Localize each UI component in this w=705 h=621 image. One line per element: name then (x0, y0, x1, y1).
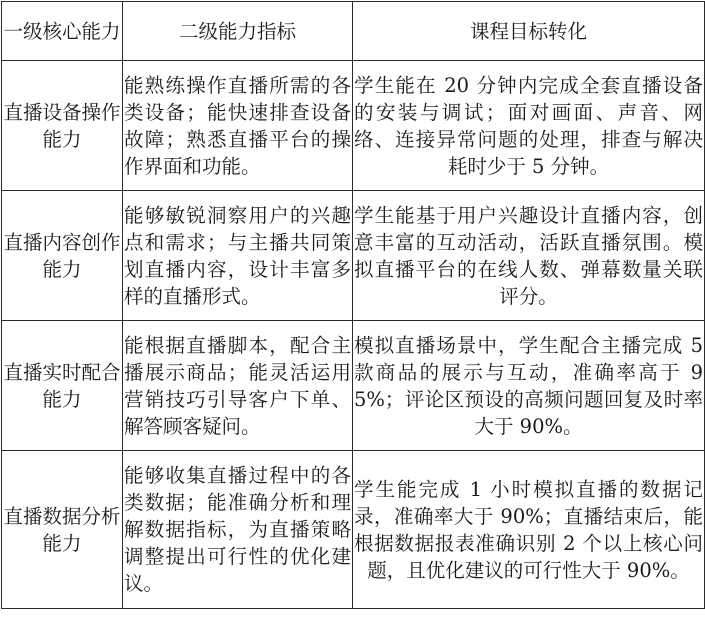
header-secondary-indicator: 二级能力指标 (123, 2, 353, 61)
table-row (2, 451, 705, 609)
secondary-indicator-cell: 能熟练操作直播所需的各类设备；能快速排查设备故障；熟悉直播平台的操作界面和功能。 (123, 61, 353, 191)
primary-competency-cell: 直播内容创作能力 (2, 191, 123, 321)
primary-competency-cell: 直播数据分析能力 (2, 451, 123, 609)
primary-competency-cell: 直播设备操作能力 (2, 61, 123, 191)
course-goal-cell: 学生能基于用户兴趣设计直播内容，创意丰富的互动活动，活跃直播氛围。模拟直播平台的在线人数、弹幕数量关联评分。 (353, 191, 705, 321)
course-goal-cell: 模拟直播场景中，学生配合主播完成 5 款商品的展示与互动，准确率高于 95%；评论区预设的高频问题回复及时率大于 90%。 (353, 321, 705, 451)
header-primary-competency: 一级核心能力 (2, 2, 123, 61)
table-header-row (2, 2, 705, 61)
secondary-indicator-cell: 能够收集直播过程中的各类数据；能准确分析和理解数据指标，为直播策略调整提出可行性的优化建议。 (123, 451, 353, 609)
table-row (2, 61, 705, 191)
course-goal-cell: 学生能完成 1 小时模拟直播的数据记录，准确率大于 90%；直播结束后，能根据数据报表准确识别 2 个以上核心问题，且优化建议的可行性大于 90%。 (353, 451, 705, 609)
header-course-goal: 课程目标转化 (353, 2, 705, 61)
course-goal-cell: 学生能在 20 分钟内完成全套直播设备的安装与调试；面对画面、声音、网络、连接异常问题的处理，排查与解决耗时少于 5 分钟。 (353, 61, 705, 191)
table-row (2, 321, 705, 451)
course-outcome-table (1, 1, 705, 609)
secondary-indicator-cell: 能根据直播脚本，配合主播展示商品；能灵活运用营销技巧引导客户下单、解答顾客疑问。 (123, 321, 353, 451)
table-row (2, 191, 705, 321)
primary-competency-cell: 直播实时配合能力 (2, 321, 123, 451)
secondary-indicator-cell: 能够敏锐洞察用户的兴趣点和需求；与主播共同策划直播内容，设计丰富多样的直播形式。 (123, 191, 353, 321)
